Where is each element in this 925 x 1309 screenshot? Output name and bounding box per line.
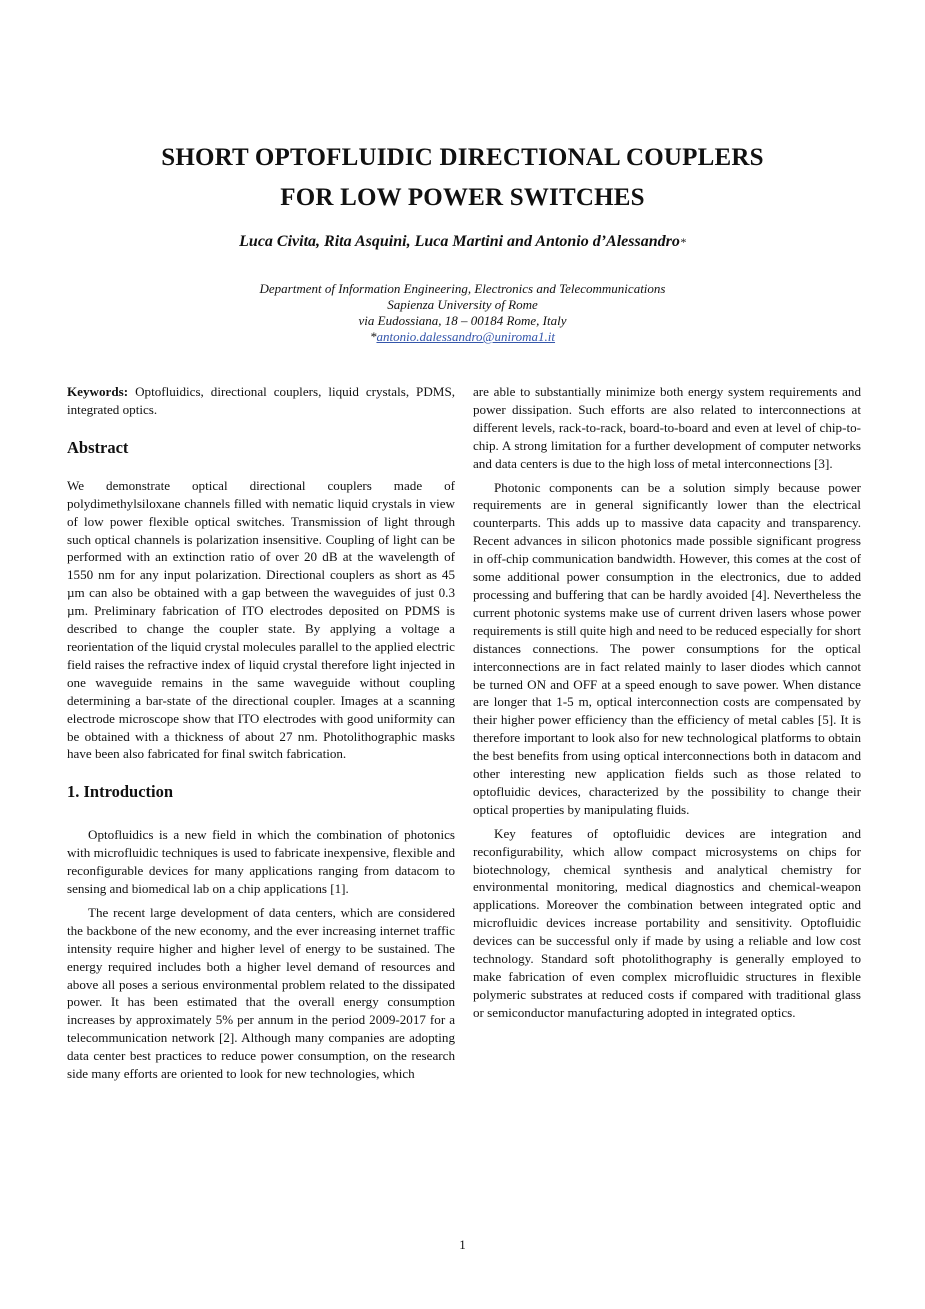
email-prefix: * xyxy=(369,329,377,344)
page-number: 1 xyxy=(459,1237,466,1252)
keywords-label: Keywords: xyxy=(67,384,129,399)
author-list xyxy=(60,233,865,251)
abstract-text: We demonstrate optical directional couplers made of polydimethylsiloxane channels filled with nematic liquid crystals in view of low power flexible optical switches. Transmission of light through such optical channels is polarization insensitive. Coupling of light can be performed with an extinction ratio of over 20 dB at the wavelength of 1550 nm for any input polarization. Directional couplers as short as 45 µm can also be obtained with a gap between the waveguides of just 0.3 µm. Preliminary fabrication of ITO electrodes deposited on PDMS is described to change the coupler state. By applying a voltage a reorientation of the liquid crystal molecules parallel to the applied electric field raises the refractive index of liquid crystal therefore light injected in one waveguide remains in the same waveguide without coupling determining a bar-state of the directional coupler. Images at a scanning electrode microscope show that ITO electrodes with good uniformity can be obtained with a thickness of about 27 nm. Photolithographic masks have been also fabricated for final switch fabrication. xyxy=(67,477,455,762)
affiliation-block xyxy=(60,281,865,345)
title-line-1: SHORT OPTOFLUIDIC DIRECTIONAL COUPLERS xyxy=(161,144,764,171)
keywords-text: Optofluidics, directional couplers, liquid crystals, PDMS, integrated optics. xyxy=(67,384,455,417)
affiliation-address: via Eudossiana, 18 – 00184 Rome, Italy xyxy=(358,313,567,328)
intro-paragraph-3: Photonic components can be a solution simply because power requirements are in general significantly lower than the electrical counterparts. This adds up to massive data capacity and transparency. Recent advances in silicon photonics made possible significant progress in off-chip communication bandwidth. However, this comes at the cost of some additional power consumption in the electronics, due to added processing and buffering that can be hardly avoided [4]. Nevertheless the current photonic systems make use of current driven lasers whose power requirements is still quite high and need to be reduced especially for short distances connections. The power consumptions for the optical interconnections are in fact related mainly to laser diodes which cannot be turned ON and OFF at a speed enough to save power. When distance are longer that 1-5 m, optical interconnection costs are compensated by their higher power efficiency than the efficiency of metal cables [5]. It is therefore important to look also for new technological platforms to obtain the best benefits from using optical interconnections both in datacom and other interesting new application fields such as those related to optofluidic devices, characterized by the possibility to change their optical properties by manipulating fluids. xyxy=(473,479,861,817)
affiliation-email-line xyxy=(60,329,865,345)
affiliation-department: Department of Information Engineering, Electronics and Telecommunications xyxy=(259,281,666,296)
intro-paragraph-2-continued: are able to substantially minimize both energy system requirements and power dissipation. Such efforts are also related to interconnections at different levels, rack-to-rack, board-to-board and even at level of chip-to-chip. A strong limitation for a further development of computer networks and data centers is due to the high loss of metal interconnections [3]. xyxy=(473,384,861,471)
right-column xyxy=(473,383,861,1022)
email-link[interactable]: antonio.dalessandro@uniroma1.it xyxy=(376,329,556,344)
corresponding-author-marker: * xyxy=(679,235,686,249)
title-line-2: FOR LOW POWER SWITCHES xyxy=(280,184,645,211)
intro-paragraph-4: Key features of optofluidic devices are integration and reconfigurability, which allow compact microsystems on chips for biotechnology, chemical synthesis and analytical chemistry for environmental monitoring, medical diagnostics and chemical-weapon applications. Moreover the combination between integrated optic and microfluidic devices increase portability and sensitivity. Optofluidic devices can be successful only if made by using a reliable and low cost technology. Standard soft photolithography is generally employed to make fabrication of even complex microfluidic structures in flexible polymeric substrates at reduced costs if compared with traditional glass or semiconductor manufacturing adopted in integrated optics. xyxy=(473,825,861,1020)
abstract-heading: Abstract xyxy=(67,437,129,457)
introduction-heading: 1. Introduction xyxy=(67,782,174,802)
paper-title xyxy=(60,138,865,218)
intro-paragraph-2: The recent large development of data centers, which are considered the backbone of the new economy, and the ever increasing internet traffic intensity require higher and higher level of energy to be sustained. The energy required includes both a higher level demand of resources and above all poses a serious environmental problem related to the dissipated power. It has been estimated that the overall energy consumption increases by approximately 5% per annum in the period 2009-2017 for a telecommunication network [2]. Although many companies are adopting data center best practices to reduce power consumption, on the research side many efforts are oriented to look for new technologies, which xyxy=(67,904,455,1082)
intro-paragraph-1: Optofluidics is a new field in which the combination of photonics with microfluidic techniques is used to fabricate inexpensive, flexible and reconfigurable devices for many applications ranging from datacom to sensing and biomedical lab on a chip applications [1]. xyxy=(67,827,455,897)
author-names: Luca Civita, Rita Asquini, Luca Martini and Antonio d’Alessandro xyxy=(239,233,680,250)
keywords-paragraph xyxy=(67,383,455,419)
left-column xyxy=(67,383,455,1083)
affiliation-university: Sapienza University of Rome xyxy=(387,297,538,312)
